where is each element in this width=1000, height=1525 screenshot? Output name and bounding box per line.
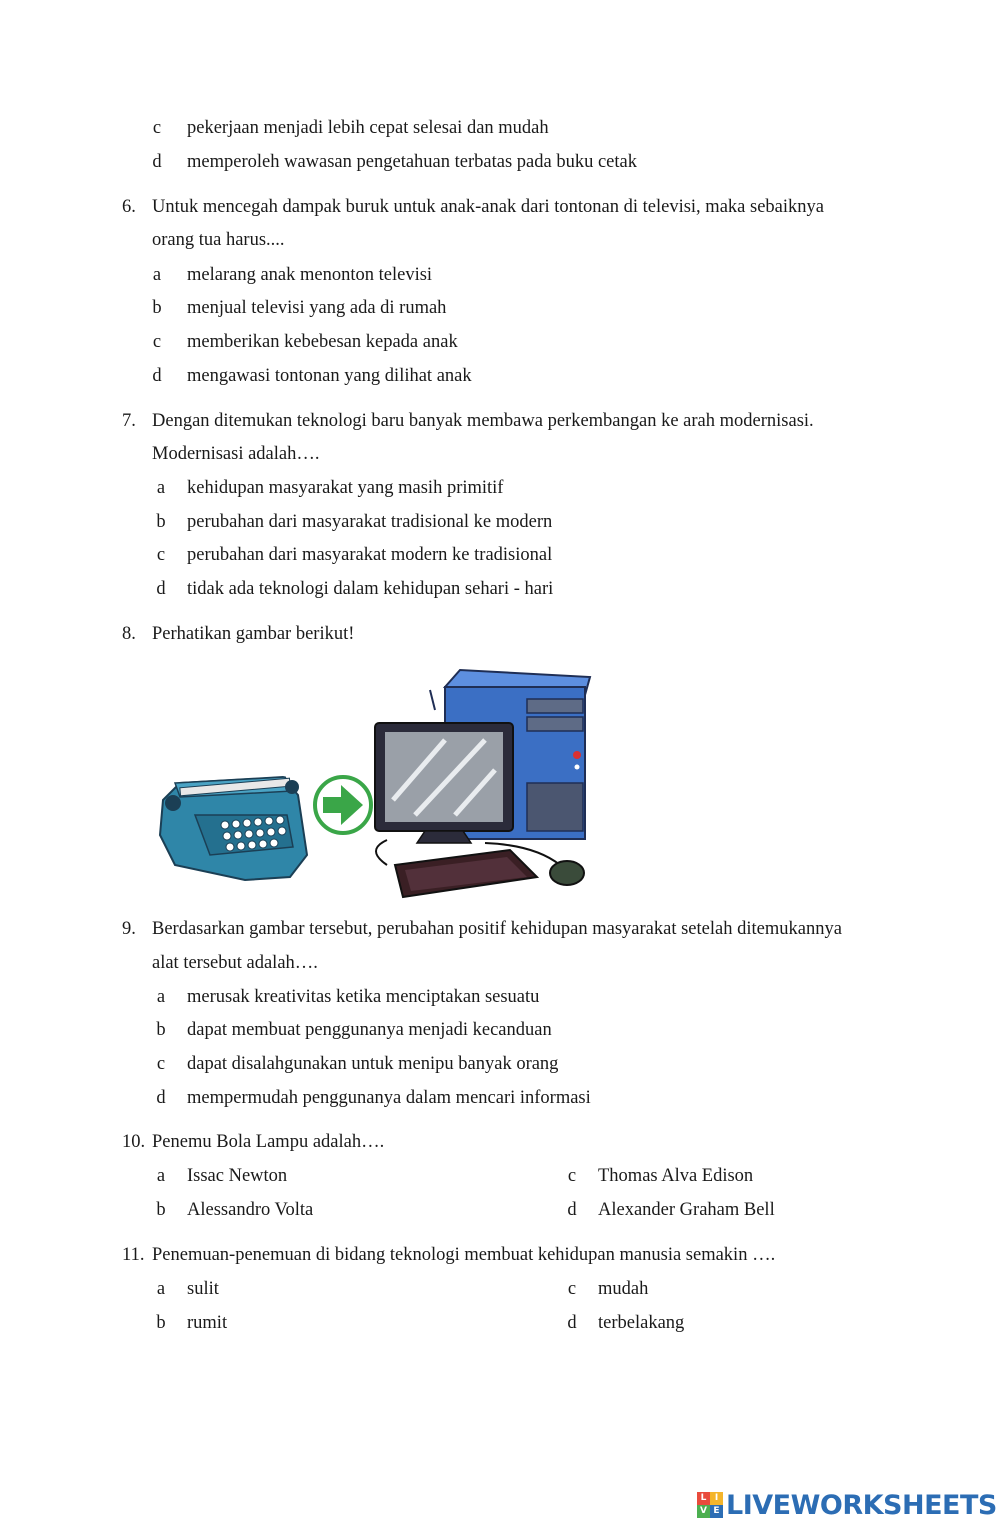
question-number: 10. — [122, 1132, 146, 1152]
option-text: dapat disalahgunakan untuk menipu banyak orang — [187, 1054, 559, 1074]
option-letter: c — [152, 118, 162, 138]
option-letter: c — [156, 1054, 166, 1074]
option-letter: c — [567, 1166, 577, 1186]
question-text: Perhatikan gambar berikut! — [152, 624, 355, 644]
option-text: terbelakang — [598, 1313, 685, 1333]
logo-text: LIVEWORKSHEETS — [726, 1489, 997, 1521]
option-letter: d — [152, 152, 162, 172]
question-text: Penemuan-penemuan di bidang teknologi membuat kehidupan manusia semakin …. — [152, 1245, 776, 1265]
option-letter: c — [567, 1279, 577, 1299]
keyboard-icon — [395, 850, 537, 897]
option-letter: c — [156, 545, 166, 565]
option-text: menjual televisi yang ada di rumah — [187, 298, 447, 318]
option-letter: a — [156, 987, 166, 1007]
option-text: mudah — [598, 1279, 649, 1299]
option-letter: c — [152, 332, 162, 352]
question-text: Untuk mencegah dampak buruk untuk anak-anak dari tontonan di televisi, maka sebaiknya — [152, 197, 824, 217]
question-number: 9. — [122, 919, 136, 939]
question-text: Dengan ditemukan teknologi baru banyak membawa perkembangan ke arah modernisasi. — [152, 411, 814, 431]
option-text: Alessandro Volta — [187, 1200, 314, 1220]
question-text: orang tua harus.... — [152, 230, 285, 250]
option-letter: a — [156, 478, 166, 498]
question-text: Berdasarkan gambar tersebut, perubahan positif kehidupan masyarakat setelah ditemukannya — [152, 919, 842, 939]
option-text: Issac Newton — [187, 1166, 288, 1186]
option-text: melarang anak menonton televisi — [187, 265, 433, 285]
option-text: Thomas Alva Edison — [598, 1166, 754, 1186]
question-number: 11. — [122, 1245, 145, 1265]
question-number: 7. — [122, 411, 136, 431]
option-letter: d — [156, 1088, 166, 1108]
option-text: mempermudah penggunanya dalam mencari informasi — [187, 1088, 591, 1108]
option-text: memberikan kebebesan kepada anak — [187, 332, 458, 352]
option-text: sulit — [187, 1279, 219, 1299]
option-text: perubahan dari masyarakat modern ke tradisional — [187, 545, 553, 565]
question-text: Penemu Bola Lampu adalah…. — [152, 1132, 385, 1152]
option-letter: a — [152, 265, 162, 285]
option-letter: d — [567, 1200, 577, 1220]
option-text: memperoleh wawasan pengetahuan terbatas pada buku cetak — [187, 152, 637, 172]
option-letter: b — [156, 1313, 166, 1333]
option-text: tidak ada teknologi dalam kehidupan sehari - hari — [187, 579, 554, 599]
arrow-right-icon — [315, 777, 371, 833]
question-number: 8. — [122, 624, 136, 644]
option-text: Alexander Graham Bell — [598, 1200, 775, 1220]
question-text: Modernisasi adalah…. — [152, 444, 320, 464]
option-text: merusak kreativitas ketika menciptakan sesuatu — [187, 987, 540, 1007]
option-letter: b — [156, 512, 166, 532]
option-text: kehidupan masyarakat yang masih primitif — [187, 478, 504, 498]
option-text: mengawasi tontonan yang dilihat anak — [187, 366, 472, 386]
liveworksheets-logo[interactable] — [697, 1487, 997, 1523]
option-text: perubahan dari masyarakat tradisional ke modern — [187, 512, 553, 532]
option-letter: d — [156, 579, 166, 599]
logo-mark-icon: L I V E — [697, 1492, 723, 1518]
question-text: alat tersebut adalah…. — [152, 953, 318, 973]
option-letter: d — [152, 366, 162, 386]
option-letter: b — [156, 1200, 166, 1220]
option-letter: b — [152, 298, 162, 318]
option-text: pekerjaan menjadi lebih cepat selesai dan mudah — [187, 118, 549, 138]
option-letter: a — [156, 1166, 166, 1186]
typewriter-to-computer-illustration — [155, 665, 595, 900]
option-letter: d — [567, 1313, 577, 1333]
typewriter-icon — [160, 777, 307, 880]
option-text: dapat membuat penggunanya menjadi kecanduan — [187, 1020, 552, 1040]
question-number: 6. — [122, 197, 136, 217]
option-letter: a — [156, 1279, 166, 1299]
option-text: rumit — [187, 1313, 228, 1333]
option-letter: b — [156, 1020, 166, 1040]
